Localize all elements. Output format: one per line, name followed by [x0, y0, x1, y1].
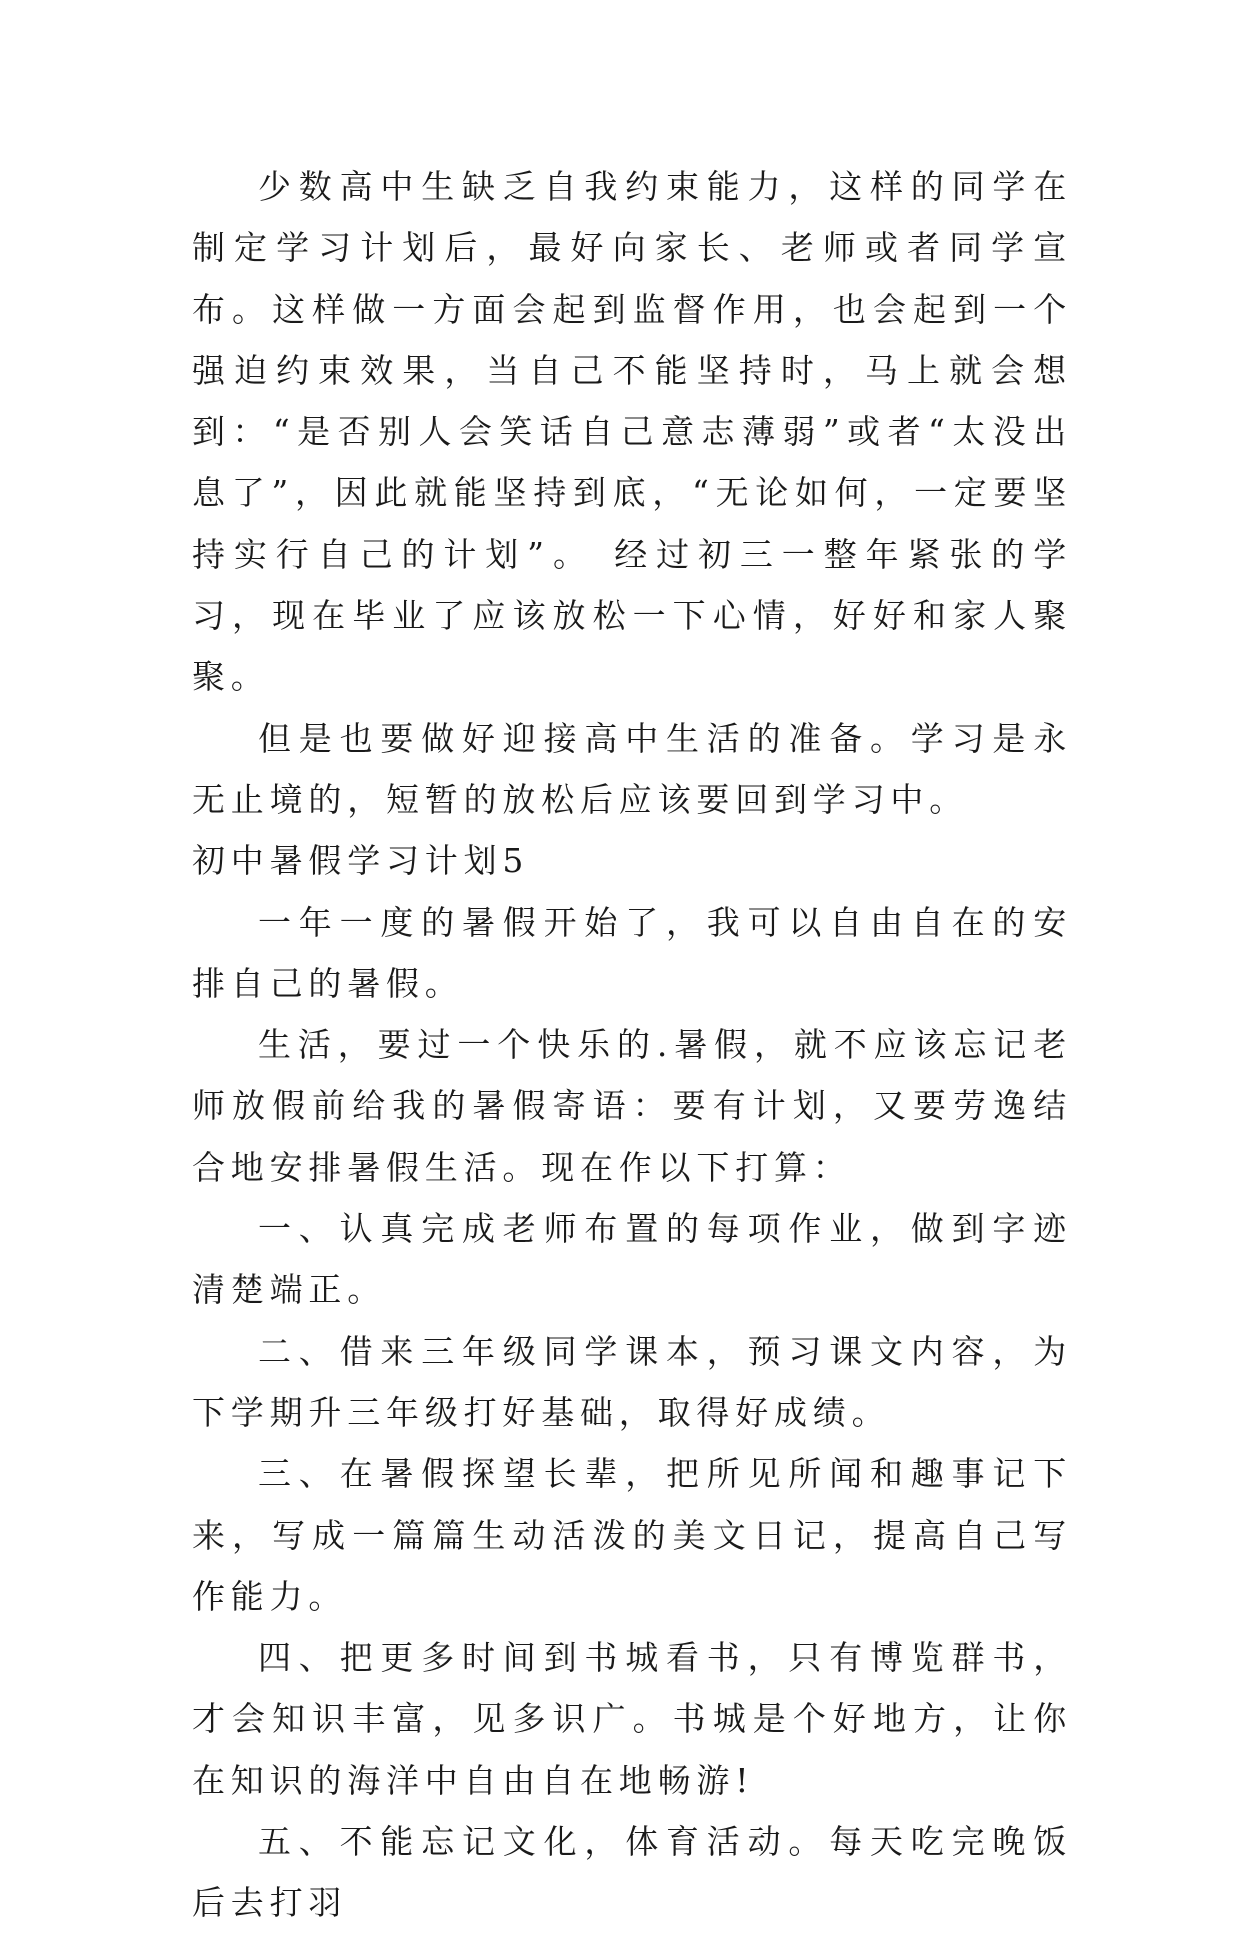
paragraph-summer-begins: 一年一度的暑假开始了，我可以自由自在的安排自己的暑假。: [192, 902, 1072, 1003]
list-item-4: 四、把更多时间到书城看书，只有博览群书，才会知识丰富，见多识广。书城是个好地方，让你在知识的海洋中自由自在地畅游!: [192, 1638, 1072, 1800]
section-heading: 初中暑假学习计划5: [192, 841, 530, 881]
list-item-3: 三、在暑假探望长辈，把所见所闻和趣事记下来，写成一篇篇生动活泼的美文日记，提高自己写作能力。: [192, 1454, 1072, 1616]
document-body: [192, 156, 1072, 1934]
list-item-1: 一、认真完成老师布置的每项作业，做到字迹清楚端正。: [192, 1209, 1072, 1310]
paragraph-prepare-high-school: 但是也要做好迎接高中生活的准备。学习是永无止境的，短暂的放松后应该要回到学习中。: [192, 718, 1072, 819]
list-item-2: 二、借来三年级同学课本，预习课文内容，为下学期升三年级打好基础，取得好成绩。: [192, 1331, 1072, 1432]
list-item-5: 五、不能忘记文化，体育活动。每天吃完晚饭后去打羽: [192, 1822, 1072, 1923]
paragraph-self-discipline: 少数高中生缺乏自我约束能力，这样的同学在制定学习计划后，最好向家长、老师或者同学宣布。这样做一方面会起到监督作用，也会起到一个强迫约束效果，当自己不能坚持时，马上就会想到：“是否别人会笑话自己意志薄弱”或者“太没出息了”，因此就能坚持到底，“无论如何，一定要坚持实行自己的计划”。 经过初三一整年紧张的学习，现在毕业了应该放松一下心情，好好和家人聚聚。: [192, 167, 1072, 697]
paragraph-plan-intro: 生活，要过一个快乐的.暑假，就不应该忘记老师放假前给我的暑假寄语：要有计划，又要劳逸结合地安排暑假生活。现在作以下打算：: [192, 1025, 1072, 1187]
